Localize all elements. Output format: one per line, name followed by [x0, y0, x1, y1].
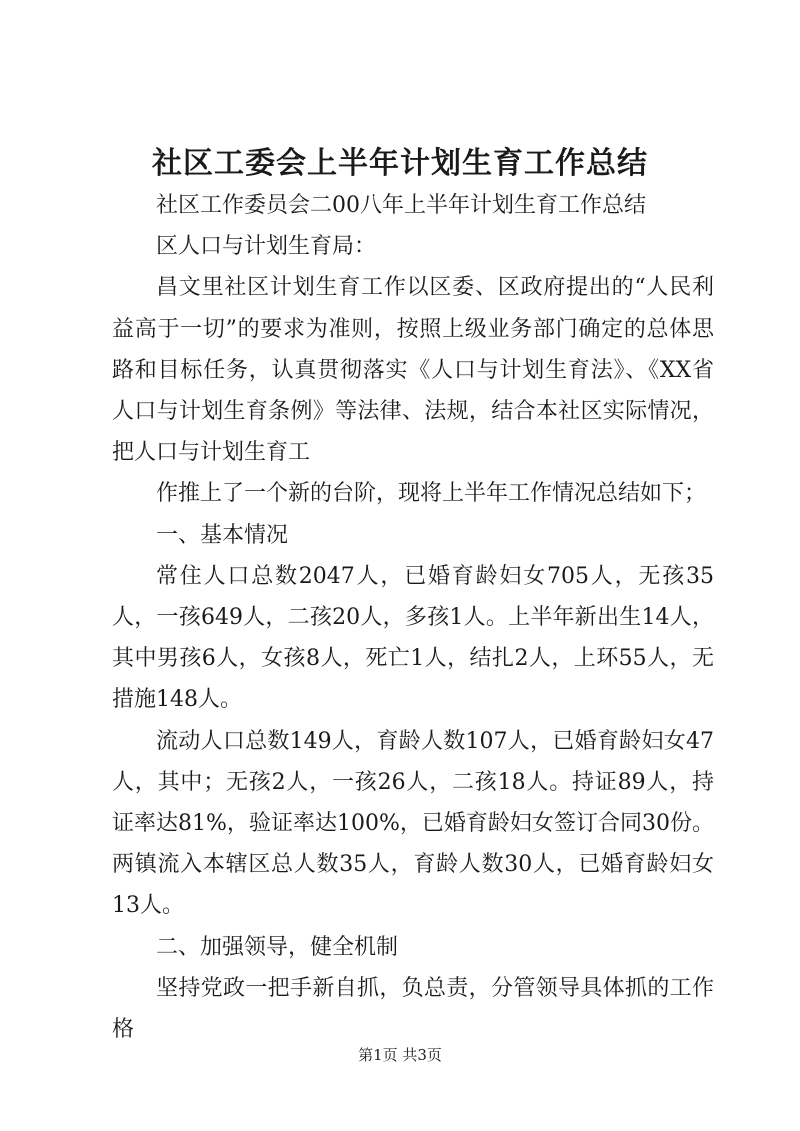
document-title: 社区工委会上半年计划生育工作总结 [152, 146, 648, 181]
section-heading-leadership: 二、加强领导，健全机制 [156, 934, 399, 960]
intro-paragraph: 昌文里社区计划生育工作以区委、区政府提出的“人民利益高于一切”的要求为准则，按照上级业务部门确定的总体思路和目标任务，认真贯彻落实《人口与计划生育法》、《XX省人口与计划生育条例》等法律、法规，结合本社区实际情况，把人口与计划生育工 [112, 275, 714, 466]
resident-population-paragraph: 常住人口总数2047人，已婚育龄妇女705人，无孩35人，一孩649人，二孩20人，多孩1人。上半年新出生14人，其中男孩6人，女孩8人，死亡1人，结扎2人，上环55人，无措施148人。 [112, 563, 714, 713]
intro-continuation-paragraph: 作推上了一个新的台阶，现将上半年工作情况总结如下； [156, 481, 707, 507]
document-body [112, 185, 714, 1050]
addressee-paragraph: 区人口与计划生育局： [156, 234, 377, 260]
leadership-paragraph: 坚持党政一把手新自抓，负总责，分管领导具体抓的工作格 [112, 975, 714, 1043]
page-indicator: 第1页 共3页 [358, 1046, 442, 1064]
section-heading-basic-situation: 一、基本情况 [156, 522, 289, 548]
floating-population-paragraph: 流动人口总数149人，育龄人数107人，已婚育龄妇女47人，其中；无孩2人，一孩26人，二孩18人。持证89人，持证率达81%，验证率达100%，已婚育龄妇女签订合同30份。两镇流入本辖区总人数35人，育龄人数30人，已婚育龄妇女13人。 [112, 728, 714, 919]
subtitle-paragraph: 社区工作委员会二00八年上半年计划生育工作总结 [156, 193, 646, 218]
